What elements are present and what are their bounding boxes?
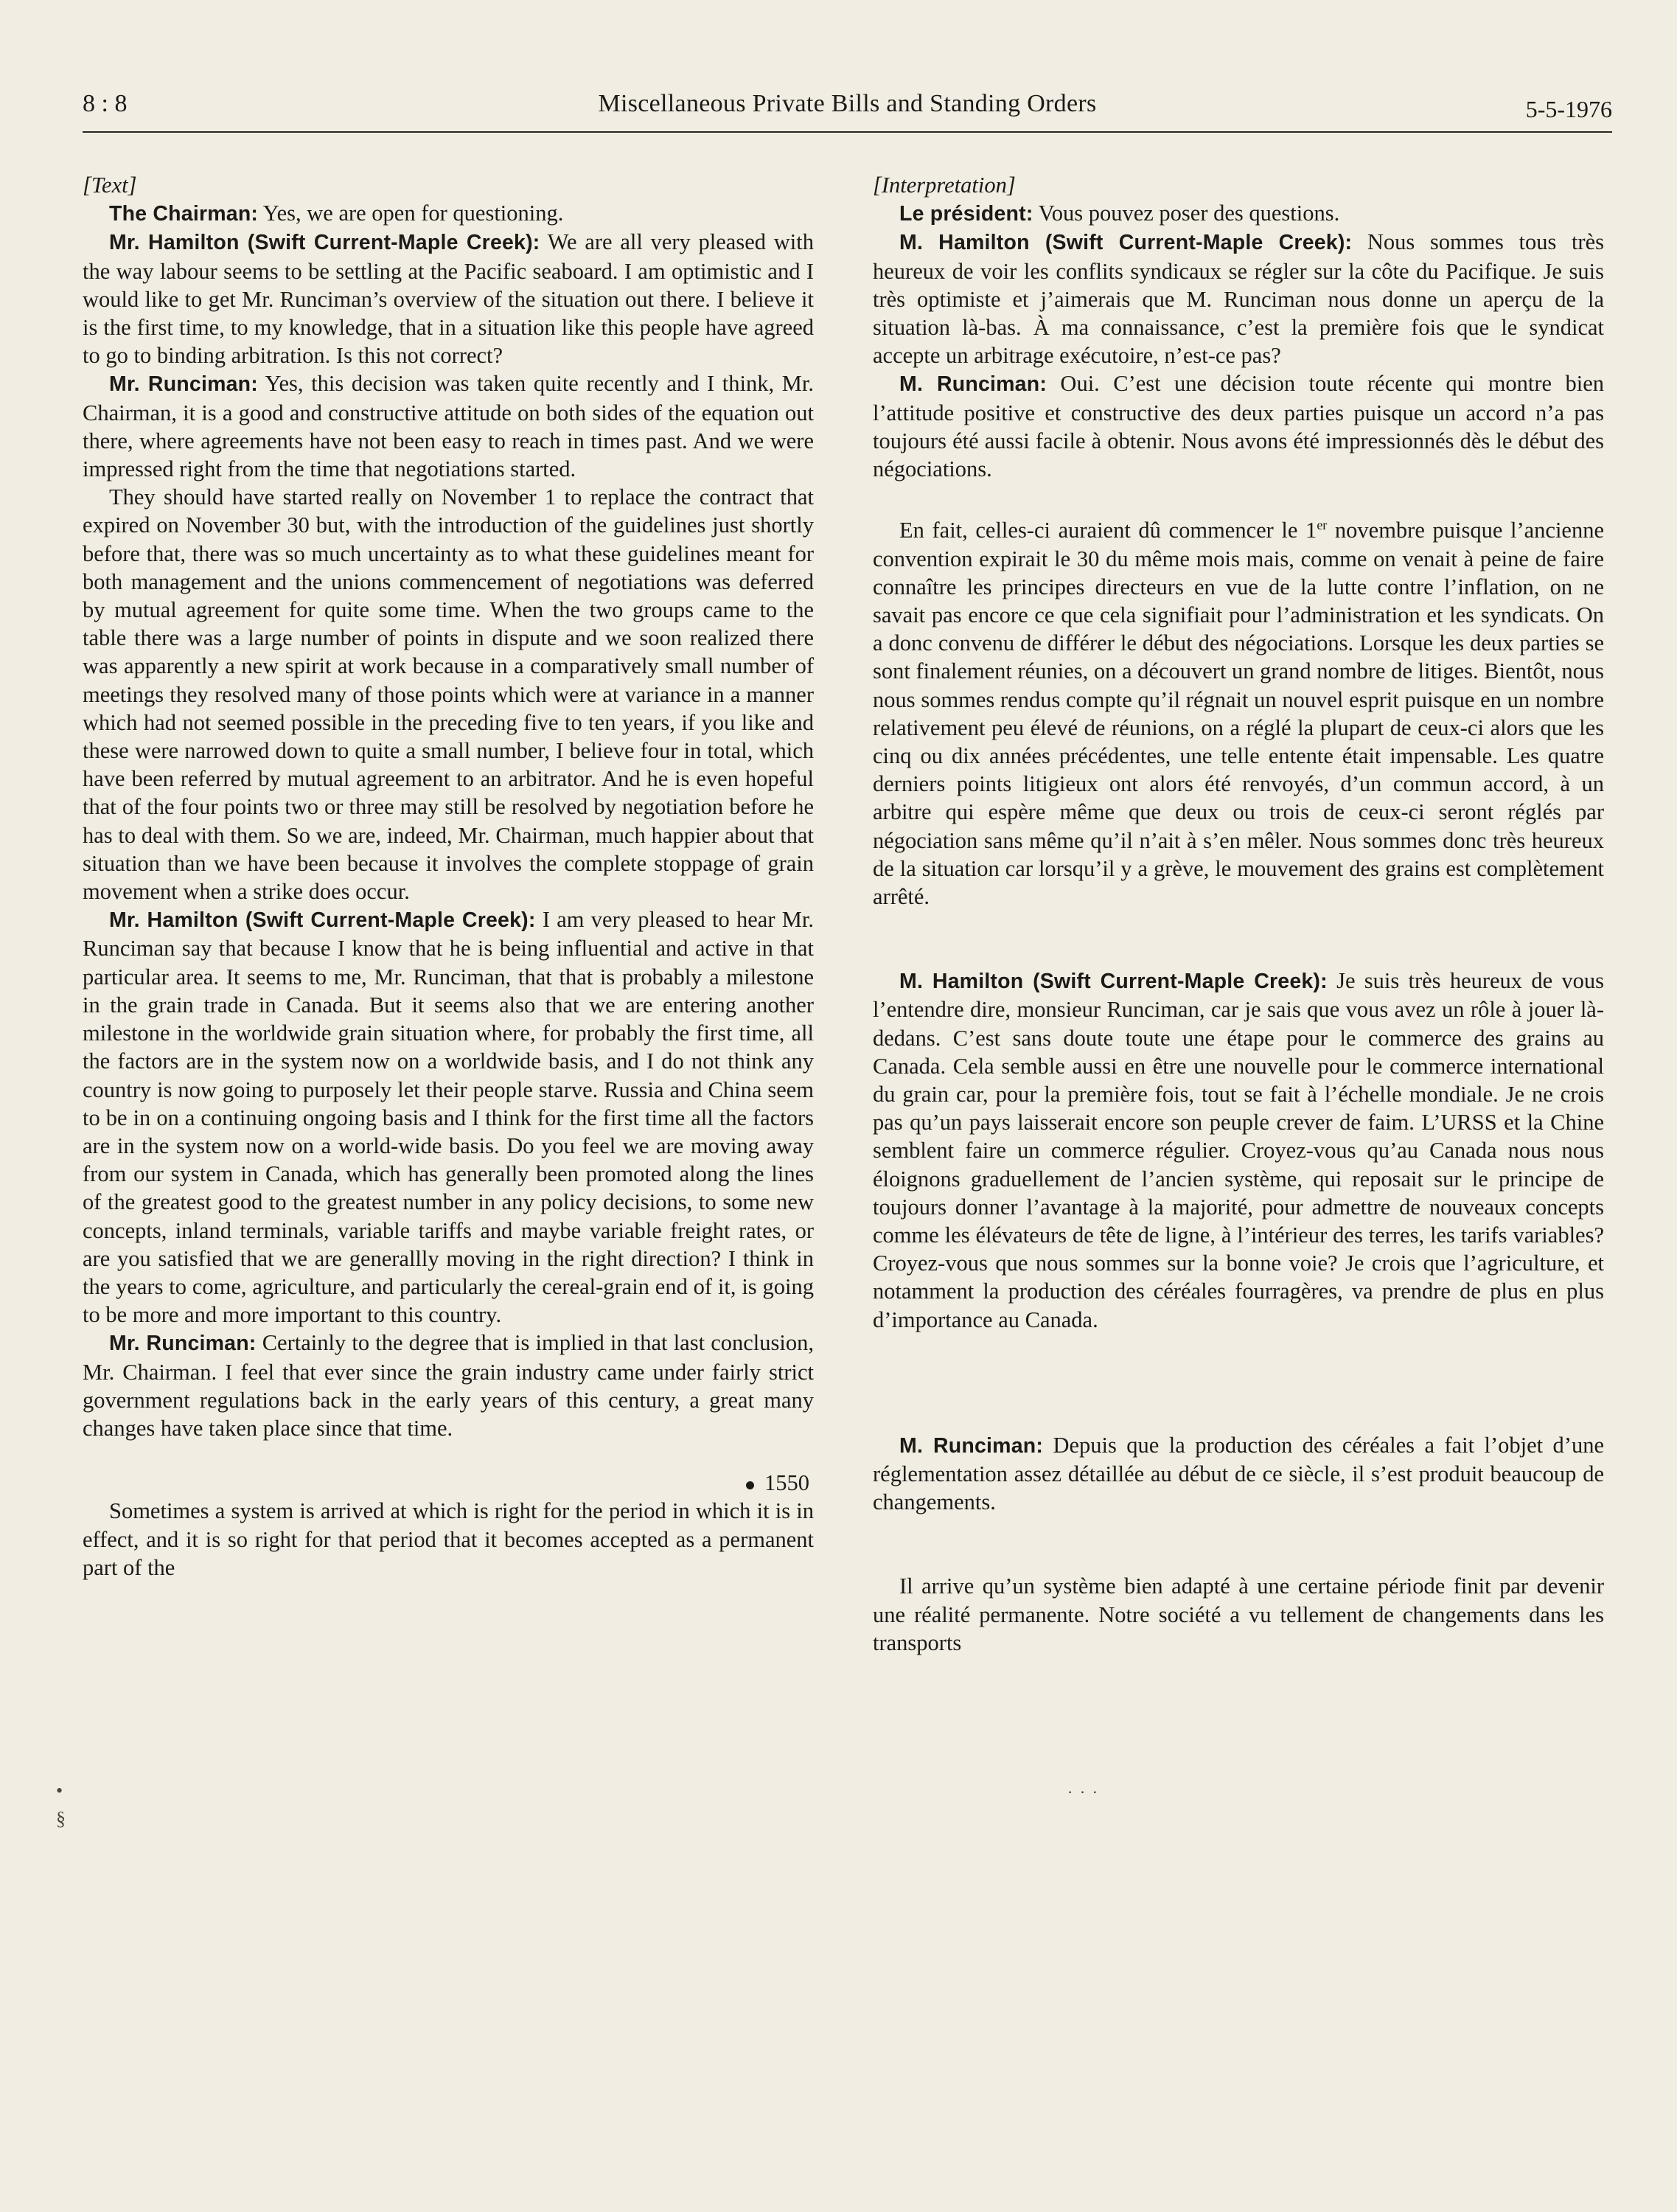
superscript-text: er bbox=[1317, 518, 1328, 533]
paragraph-runciman-1-fr bbox=[873, 369, 1604, 483]
paragraph-runciman-1 bbox=[83, 369, 814, 483]
page-date: 5-5-1976 bbox=[1525, 96, 1612, 122]
speech-text: Yes, this decision was taken quite recently and I think, Mr. Chairman, it is a good and constructive attitude on both sides of the equation out there, where agreements have not been easy to reach in times past. And we were impressed right from the time that negotiations started. bbox=[83, 371, 814, 482]
speech-text: We are all very pleased with the way labour seems to be settling at the Pacific seaboard. I am optimistic and I would like to get Mr. Runciman’s overview of the situation out there. I believe it is the first time, to my knowledge, that in a situation like this people have agreed to go to binding arbitration. Is this not correct? bbox=[83, 229, 814, 369]
page-header bbox=[83, 87, 1612, 133]
paragraph-hamilton-1-fr bbox=[873, 228, 1604, 369]
speech-text: Certainly to the degree that is implied in that last conclusion, Mr. Chairman. I feel that ever since the grain industry came under fairly strict government regulations back in the early years of this century, a great many changes have taken place since that time. bbox=[83, 1330, 814, 1441]
paragraph-runciman-2 bbox=[83, 1329, 814, 1442]
speaker-name: Le président: bbox=[899, 202, 1033, 226]
paragraph-they-should: They should have started really on November 1 to replace the contract that expired on November 30 but, with the introduction of the guidelines just shortly before that, there was so much uncertainty as to what these guidelines meant for both management and the unions commencement of negotiations was deferred by mutual agreement for quite some time. When the two groups came to the table there was a large number of points in dispute and we soon realized there was apparently a new spirit at work because in a comparatively small number of meetings they resolved many of those points which were at variance in a manner which had not seemed possible in the preceding five to ten years, if you like and these were narrowed down to quite a small number, I believe four in total, which have been referred by mutual agreement to an arbitrator. And he is even hopeful that of the four points two or three may still be resolved by negotiation before he has to deal with them. So we are, indeed, Mr. Chairman, much happier about that situation than we have been because it involves the complete stoppage of grain movement when a strike does occur. bbox=[83, 484, 814, 905]
speech-text: Nous sommes tous très heureux de voir les conflits syndicaux se régler sur la côte du Pacifique. Je suis très optimiste et j’aimerais que M. Runciman nous donne un aperçu de la situation là-bas. À ma connaissance, c’est la première fois que le syndicat accepte un arbitrage exécutoire, n’est-ce pas? bbox=[873, 229, 1604, 369]
language-tag-text: [Interpretation] bbox=[873, 173, 1016, 198]
time-marker-text: 1550 bbox=[764, 1470, 809, 1496]
margin-mark-icon: • bbox=[56, 1780, 63, 1801]
speech-text: I am very pleased to hear Mr. Runciman say that because I know that he is being influential and active in that particular area. It seems to me, Mr. Runciman, that that is probably a milestone in the grain trade in Canada. But it seems also that we are entering another milestone in the worldwide grain situation where, for probably the first time, all the factors are in the system now on a worldwide basis, and I do not think any country is now going to purposely let their people starve. Russia and China seem to be in on a continuing ongoing basis and I think for the first time all the factors are in the system now on a world-wide basis. Do you feel we are moving away from our system in Canada, which has generally been promoted along the lines of the greatest good to the greatest number in any policy decisions, to some new concepts, inland terminals, variable tariffs and maybe variable freight rates, or are you satisfied that we are generallly moving in the right direction? I think in the years to come, agriculture, and particularly the cereal-grain end of it, is going to be more and more important to this country. bbox=[83, 907, 814, 1328]
speech-text: Yes, we are open for questioning. bbox=[258, 201, 564, 226]
language-tag-text: [Text] bbox=[83, 173, 137, 198]
column-english bbox=[83, 171, 814, 1582]
speaker-name: M. Runciman: bbox=[899, 372, 1047, 397]
speaker-name: The Chairman: bbox=[109, 202, 259, 226]
paragraph-en-fait bbox=[873, 511, 1604, 911]
speech-text: Oui. C’est une décision toute récente qui montre bien l’attitude positive et constructive des deux parties puisque un accord n’a pas toujours été aussi facile à obtenir. Nous avons été impressionnés dès le début des négociations. bbox=[873, 371, 1605, 482]
paragraph-runciman-2-fr bbox=[873, 1431, 1604, 1517]
speaker-name: M. Hamilton (Swift Current-Maple Creek): bbox=[899, 231, 1353, 255]
separator-dots: · · · bbox=[1067, 1783, 1099, 1801]
paragraph-chairman bbox=[83, 199, 814, 228]
bullet-icon bbox=[746, 1481, 754, 1489]
speaker-name: Mr. Hamilton (Swift Current-Maple Creek): bbox=[109, 908, 536, 933]
speech-text: Je suis très heureux de vous l’entendre dire, monsieur Runciman, car je sais que vous avez un rôle à jouer là-dedans. C’est sans doute toute une étape pour le commerce des grains au Canada. Cela semble aussi en être une nouvelle pour le commerce international du grain car, pour la première fois, tout se fait à l’échelle mondiale. Je ne crois pas qu’un pays laisserait encore son peuple crever de faim. L’URSS et la Chine semblent faire un commerce régulier. Croyez-vous qu’au Canada nous nous éloignons graduellement de l’ancien système, qui reposait sur le principe de toujours donner l’avantage à la majorité, pour admettre de nouveaux concepts comme les élévateurs de tête de ligne, à l’intérieur des terres, les tarifs variables? Croyez-vous que nous sommes sur la bonne voie? Je crois que l’agriculture, et notamment la production des céréales fourragères, va prendre de plus en plus d’importance au Canada. bbox=[873, 968, 1604, 1332]
speaker-name: Mr. Runciman: bbox=[109, 372, 258, 397]
page-title: Miscellaneous Private Bills and Standing Orders bbox=[598, 90, 1097, 117]
paragraph-sometimes: Sometimes a system is arrived at which is right for the period in which it is in effect, and it is so right for that period that it becomes accepted as a permanent part of the bbox=[83, 1498, 814, 1580]
speaker-name: Mr. Runciman: bbox=[109, 1332, 257, 1356]
bleed-through-text bbox=[52, 156, 59, 184]
page-number: 8 : 8 bbox=[83, 90, 128, 117]
paragraph-president bbox=[873, 199, 1604, 228]
speaker-name: M. Runciman: bbox=[899, 1433, 1044, 1458]
paragraph-hamilton-2 bbox=[83, 905, 814, 1329]
speech-text: En fait, celles-ci auraient dû commencer le 1 bbox=[899, 518, 1317, 543]
column-french bbox=[873, 171, 1604, 1657]
time-marker bbox=[83, 1469, 814, 1497]
speech-text: Vous pouvez poser des questions. bbox=[1033, 201, 1340, 226]
paragraph-il-arrive: Il arrive qu’un système bien adapté à une certaine période finit par devenir une réalité permanente. Notre société a vu tellement de changements dans les transports bbox=[873, 1573, 1604, 1655]
speaker-name: Mr. Hamilton (Swift Current-Maple Creek): bbox=[109, 231, 540, 255]
speaker-name: M. Hamilton (Swift Current-Maple Creek): bbox=[899, 970, 1328, 994]
speech-text: Depuis que la production des céréales a fait l’objet d’une réglementation assez détaillée au début de ce siècle, il s’est produit beaucoup de changements. bbox=[873, 1432, 1604, 1515]
margin-mark-icon: § bbox=[56, 1808, 66, 1829]
paragraph-hamilton-1 bbox=[83, 228, 814, 369]
paragraph-hamilton-2-fr bbox=[873, 967, 1604, 1334]
speech-text: novembre puisque l’ancienne convention expirait le 30 du même mois mais, comme on venait à peine de faire connaître les principes directeurs en vue de la lutte contre l’inflation, on ne savait pas encore ce que cela signifiait pour l’administration et les syndicats. On a donc convenu de différer le début des négociations. Lorsque les deux parties se sont finalement réunies, on a découvert un grand nombre de litiges. Bientôt, nous nous sommes rendus compte qu’il régnait un nouvel esprit puisque en un nombre relativement peu élevé de réunions, on a réglé la plupart de ceux-ci alors que les cinq ou dix années précédentes, une telle entente était impensable. Les quatre derniers points litigieux ont alors été renvoyés, d’un commun accord, à un arbitre qui espère même que deux ou trois de ceux-ci seront réglés par négociation sans même qu’il n’ait à s’en mêler. Nous sommes donc très heureux de la situation car lorsqu’il y a grève, le mouvement des grains est complètement arrêté. bbox=[873, 518, 1604, 910]
